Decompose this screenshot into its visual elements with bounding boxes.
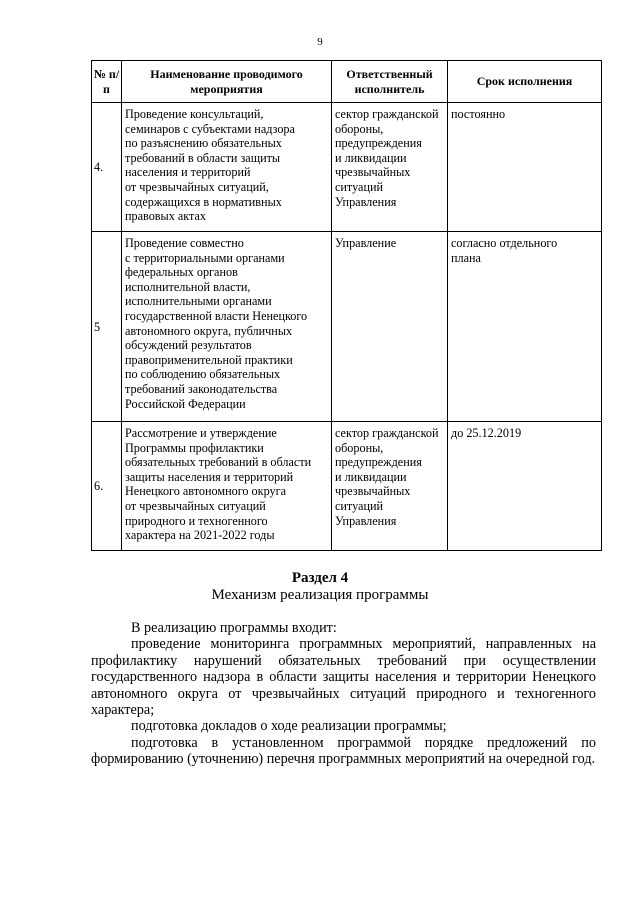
body-intro: В реализацию программы входит: [131, 620, 337, 636]
section-heading: Раздел 4 [291, 570, 349, 586]
section-subtitle: Механизм реализация программы [211, 587, 429, 603]
row-activity: Проведение консультаций, семинаров с субъектами надзора по разъяснению обязательных требований в области защиты населения и территорий от чрезвычайных ситуаций, содержащихся в нормативных правовых актах [122, 103, 332, 232]
header-num: № п/п [92, 61, 122, 103]
row-deadline: согласно отдельного плана [448, 232, 602, 422]
table-row [92, 422, 602, 551]
row-activity: Рассмотрение и утверждение Программы профилактики обязательных требований в области защиты населения и территорий Ненецкого автономного округа от чрезвычайных ситуаций природного и техногенного характера на 2021-2022 годы [122, 422, 332, 551]
table-row [92, 232, 602, 422]
row-deadline: до 25.12.2019 [448, 422, 602, 551]
body-item-reports: подготовка докладов о ходе реализации программы; [131, 718, 447, 735]
table-header-row [92, 61, 602, 103]
header-executor: Ответственный исполнитель [332, 61, 448, 103]
row-executor: сектор гражданской обороны, предупреждения и ликвидации чрезвычайных ситуаций Управления [332, 103, 448, 232]
table-row [92, 103, 602, 232]
row-activity: Проведение совместно с территориальными органами федеральных органов исполнительной власти, исполнительными органами государственной власти Ненецкого автономного округа, публичных обсуждений результатов правоприменительной практики по соблюдению обязательных требований законодательства Российской Федерации [122, 232, 332, 422]
header-deadline: Срок исполнения [448, 61, 602, 103]
row-number: 6. [92, 422, 122, 551]
row-number: 4. [92, 103, 122, 232]
row-executor: Управление [332, 232, 448, 422]
body-item-monitoring: проведение мониторинга программных мероприятий, направленных на профилактику нарушений обязательных требований при осуществлении государственного надзора в области защиты населения и территории Ненецкого автономного округа от чрезвычайных ситуаций природного и техногенного характера; [91, 636, 596, 719]
header-name: Наименование проводимого мероприятия [122, 61, 332, 103]
row-executor: сектор гражданской обороны, предупреждения и ликвидации чрезвычайных ситуаций Управления [332, 422, 448, 551]
row-deadline: постоянно [448, 103, 602, 232]
page-number: 9 [317, 36, 323, 48]
activities-table [91, 60, 602, 551]
section-body [91, 620, 596, 768]
row-number: 5 [92, 232, 122, 422]
body-item-proposals: подготовка в установленном программой порядке предложений по формированию (уточнению) перечня программных мероприятий на очередной год. [91, 734, 596, 768]
